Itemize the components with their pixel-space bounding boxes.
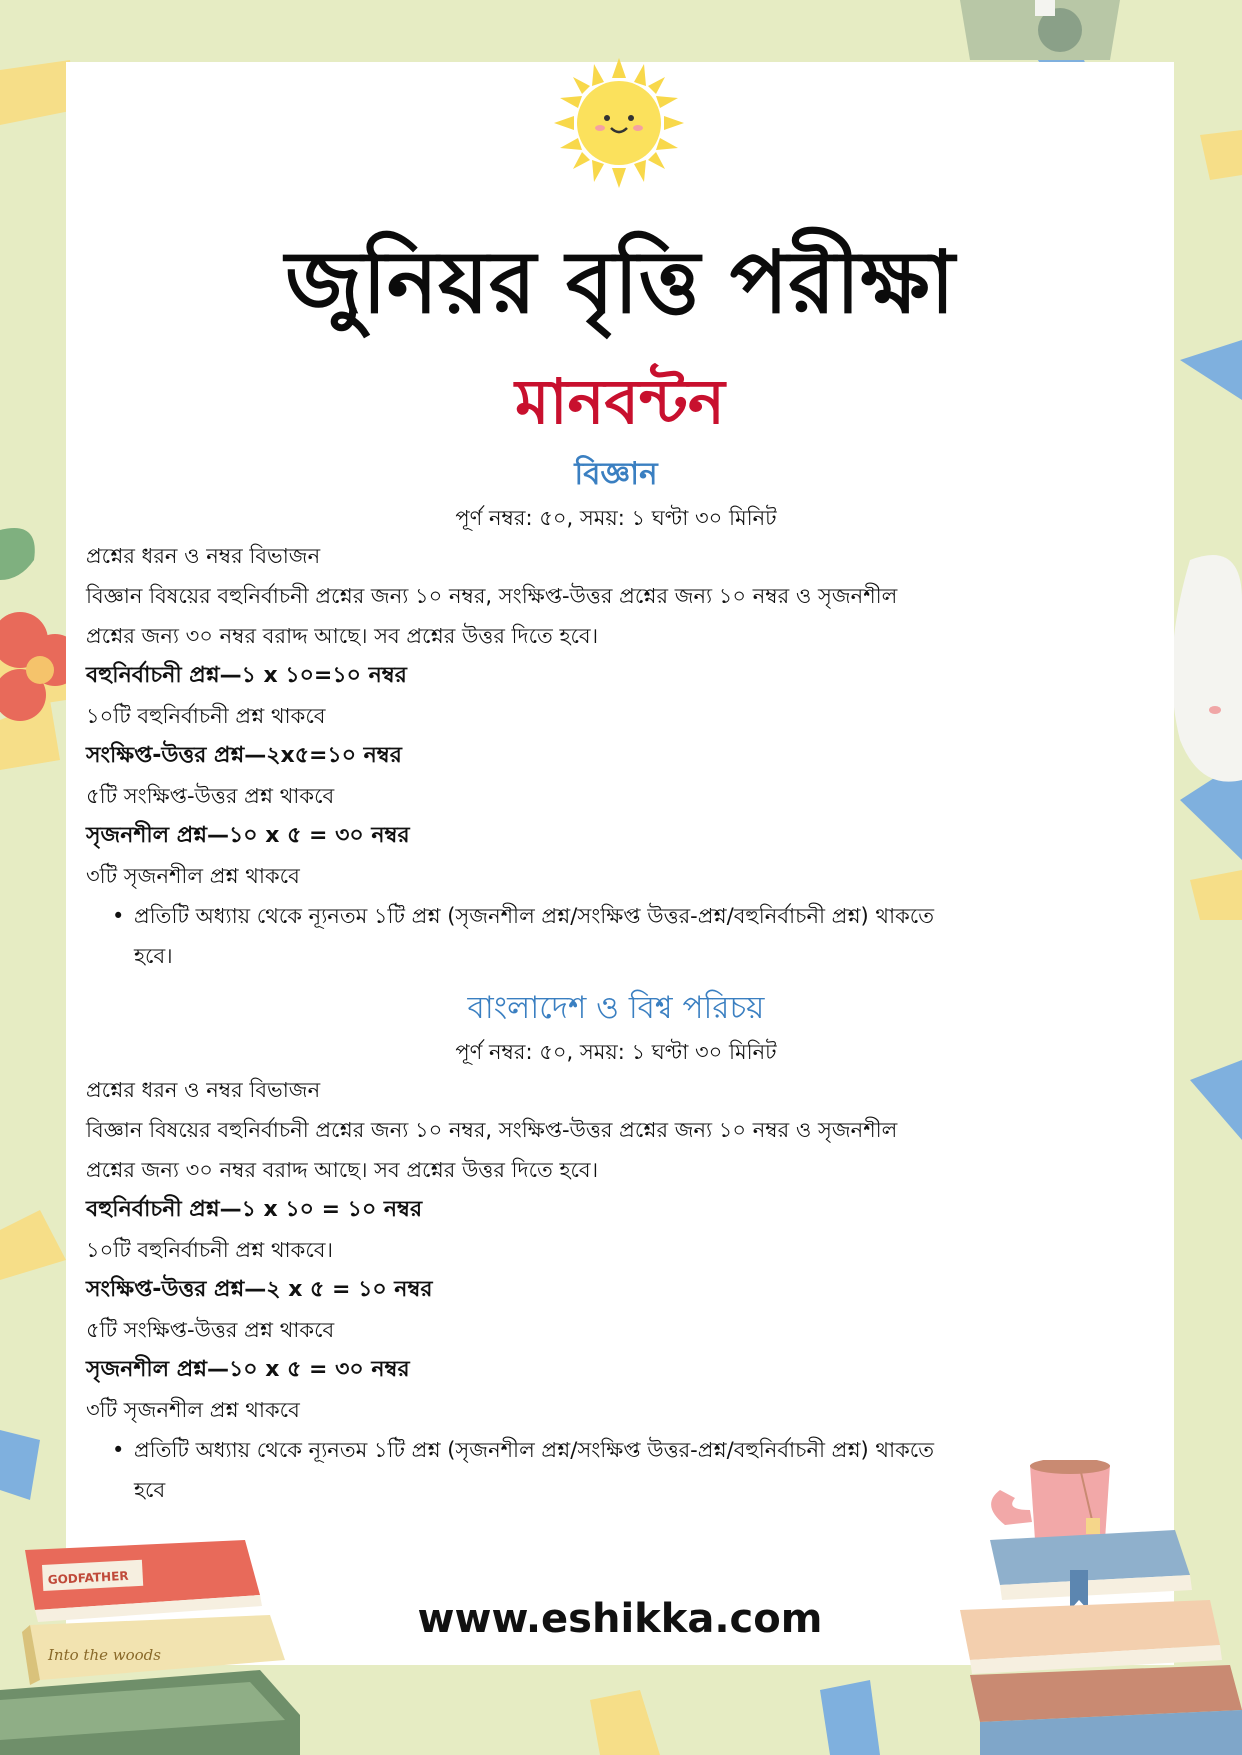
marks-time: পূর্ণ নম্বর: ৫০, সময়: ১ ঘণ্টা ৩০ মিনিট (455, 506, 777, 530)
mcq-heading: বহুনির্বাচনী প্রশ্ন—১ x ১০=১০ নম্বর (86, 663, 407, 688)
bullet-text-line: প্রতিটি অধ্যায় থেকে ন্যূনতম ১টি প্রশ্ন (সৃজনশীল প্রশ্ন/সংক্ষিপ্ত উত্তর-প্রশ্ন/বহুনির্বাচনী প্রশ্ন) থাকতে (134, 1438, 934, 1462)
creative-heading: সৃজনশীল প্রশ্ন—১০ x ৫ = ৩০ নম্বর (86, 1357, 410, 1382)
bullet-item (86, 896, 1146, 976)
section-bangladesh-world (86, 986, 1146, 1510)
short-answer-heading: সংক্ষিপ্ত-উত্তর প্রশ্ন—২ x ৫ = ১০ নম্বর (86, 1277, 433, 1302)
short-answer-note: ৫টি সংক্ষিপ্ত-উত্তর প্রশ্ন থাকবে (86, 1318, 335, 1342)
creative-heading: সৃজনশীল প্রশ্ন—১০ x ৫ = ৩০ নম্বর (86, 823, 410, 848)
mcq-note: ১০টি বহুনির্বাচনী প্রশ্ন থাকবে। (86, 1238, 333, 1262)
section-science (86, 452, 1146, 976)
intro-heading: প্রশ্নের ধরন ও নম্বর বিভাজন (86, 544, 321, 568)
intro-text-line: বিজ্ঞান বিষয়ের বহুনির্বাচনী প্রশ্নের জন্য ১০ নম্বর, সংক্ষিপ্ত-উত্তর প্রশ্নের জন্য ১০ নম্বর ও সৃজনশীল (86, 1118, 898, 1142)
intro-text-line: প্রশ্নের জন্য ৩০ নম্বর বরাদ্দ আছে। সব প্রশ্নের উত্তর দিতে হবে। (86, 624, 599, 648)
page-subtitle: মানবন্টন (515, 365, 725, 438)
bullet-icon: • (112, 1438, 125, 1462)
intro-text-line: বিজ্ঞান বিষয়ের বহুনির্বাচনী প্রশ্নের জন্য ১০ নম্বর, সংক্ষিপ্ত-উত্তর প্রশ্নের জন্য ১০ নম্বর ও সৃজনশীল (86, 584, 898, 608)
bullet-text-line: হবে (134, 1478, 166, 1502)
bullet-text-line: হবে। (134, 944, 173, 968)
book-stack-left-icon (0, 1540, 330, 1755)
page-title: জুনিয়র বৃত্তি পরীক্ষা (285, 233, 955, 333)
book-spine-title: Into the woods (48, 1646, 161, 1664)
creative-note: ৩টি সৃজনশীল প্রশ্ন থাকবে (86, 1398, 300, 1422)
book-spine-title: GODFATHER (47, 1568, 129, 1587)
section-title: বাংলাদেশ ও বিশ্ব পরিচয় (467, 990, 765, 1026)
website-url[interactable]: www.eshikka.com (417, 1596, 823, 1642)
marks-time: পূর্ণ নম্বর: ৫০, সময়: ১ ঘণ্টা ৩০ মিনিট (455, 1040, 777, 1064)
bullet-icon: • (112, 904, 125, 928)
bullet-text-line: প্রতিটি অধ্যায় থেকে ন্যূনতম ১টি প্রশ্ন (সৃজনশীল প্রশ্ন/সংক্ষিপ্ত উত্তর-প্রশ্ন/বহুনির্বাচনী প্রশ্ন) থাকতে (134, 904, 934, 928)
sun-icon (554, 58, 684, 188)
short-answer-heading: সংক্ষিপ্ত-উত্তর প্রশ্ন—২x৫=১০ নম্বর (86, 743, 402, 768)
mcq-note: ১০টি বহুনির্বাচনী প্রশ্ন থাকবে (86, 704, 326, 728)
short-answer-note: ৫টি সংক্ষিপ্ত-উত্তর প্রশ্ন থাকবে (86, 784, 335, 808)
section-title: বিজ্ঞান (574, 456, 658, 492)
mcq-heading: বহুনির্বাচনী প্রশ্ন—১ x ১০ = ১০ নম্বর (86, 1197, 423, 1222)
intro-heading: প্রশ্নের ধরন ও নম্বর বিভাজন (86, 1078, 321, 1102)
creative-note: ৩টি সৃজনশীল প্রশ্ন থাকবে (86, 864, 300, 888)
intro-text-line: প্রশ্নের জন্য ৩০ নম্বর বরাদ্দ আছে। সব প্রশ্নের উত্তর দিতে হবে। (86, 1158, 599, 1182)
